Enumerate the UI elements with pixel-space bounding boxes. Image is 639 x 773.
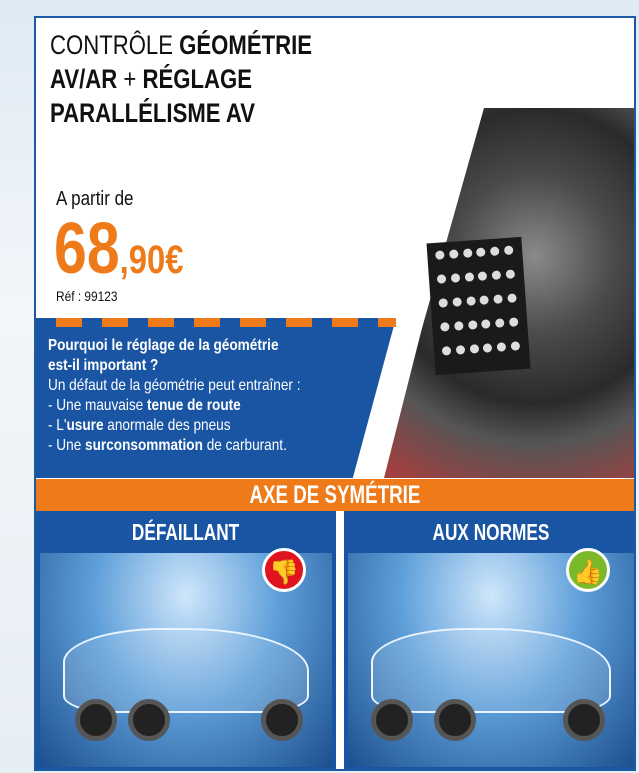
product-reference: Réf : 99123 — [56, 288, 118, 304]
info-text: Pourquoi le réglage de la géométrie est-il important ? Un défaut de la géométrie peut entraîner : - Une mauvaise tenue de route - L'usure anormale des pneus - Une surconsommation de carburant. — [48, 336, 371, 456]
list-item: - Une mauvaise tenue de route — [48, 397, 241, 414]
thumbs-up-icon: 👍 — [566, 548, 610, 592]
service-title: CONTRÔLE GÉOMÉTRIE AV/AR + RÉGLAGE PARALLÉLISME AV — [50, 30, 313, 128]
list-item: - Une surconsommation de carburant. — [48, 437, 287, 454]
promo-card — [34, 16, 636, 771]
price-prefix: A partir de — [56, 188, 134, 210]
thumbs-down-icon: 👎 — [262, 548, 306, 592]
list-item: - L'usure anormale des pneus — [48, 417, 231, 434]
panel-compliant: AUX NORMES — [344, 511, 636, 771]
section-title: AXE DE SYMÉTRIE — [36, 479, 634, 511]
alignment-target-image — [427, 237, 531, 375]
dashed-divider — [36, 318, 396, 327]
price: 68,90€ — [54, 209, 184, 289]
panel-defective: DÉFAILLANT — [36, 511, 336, 771]
